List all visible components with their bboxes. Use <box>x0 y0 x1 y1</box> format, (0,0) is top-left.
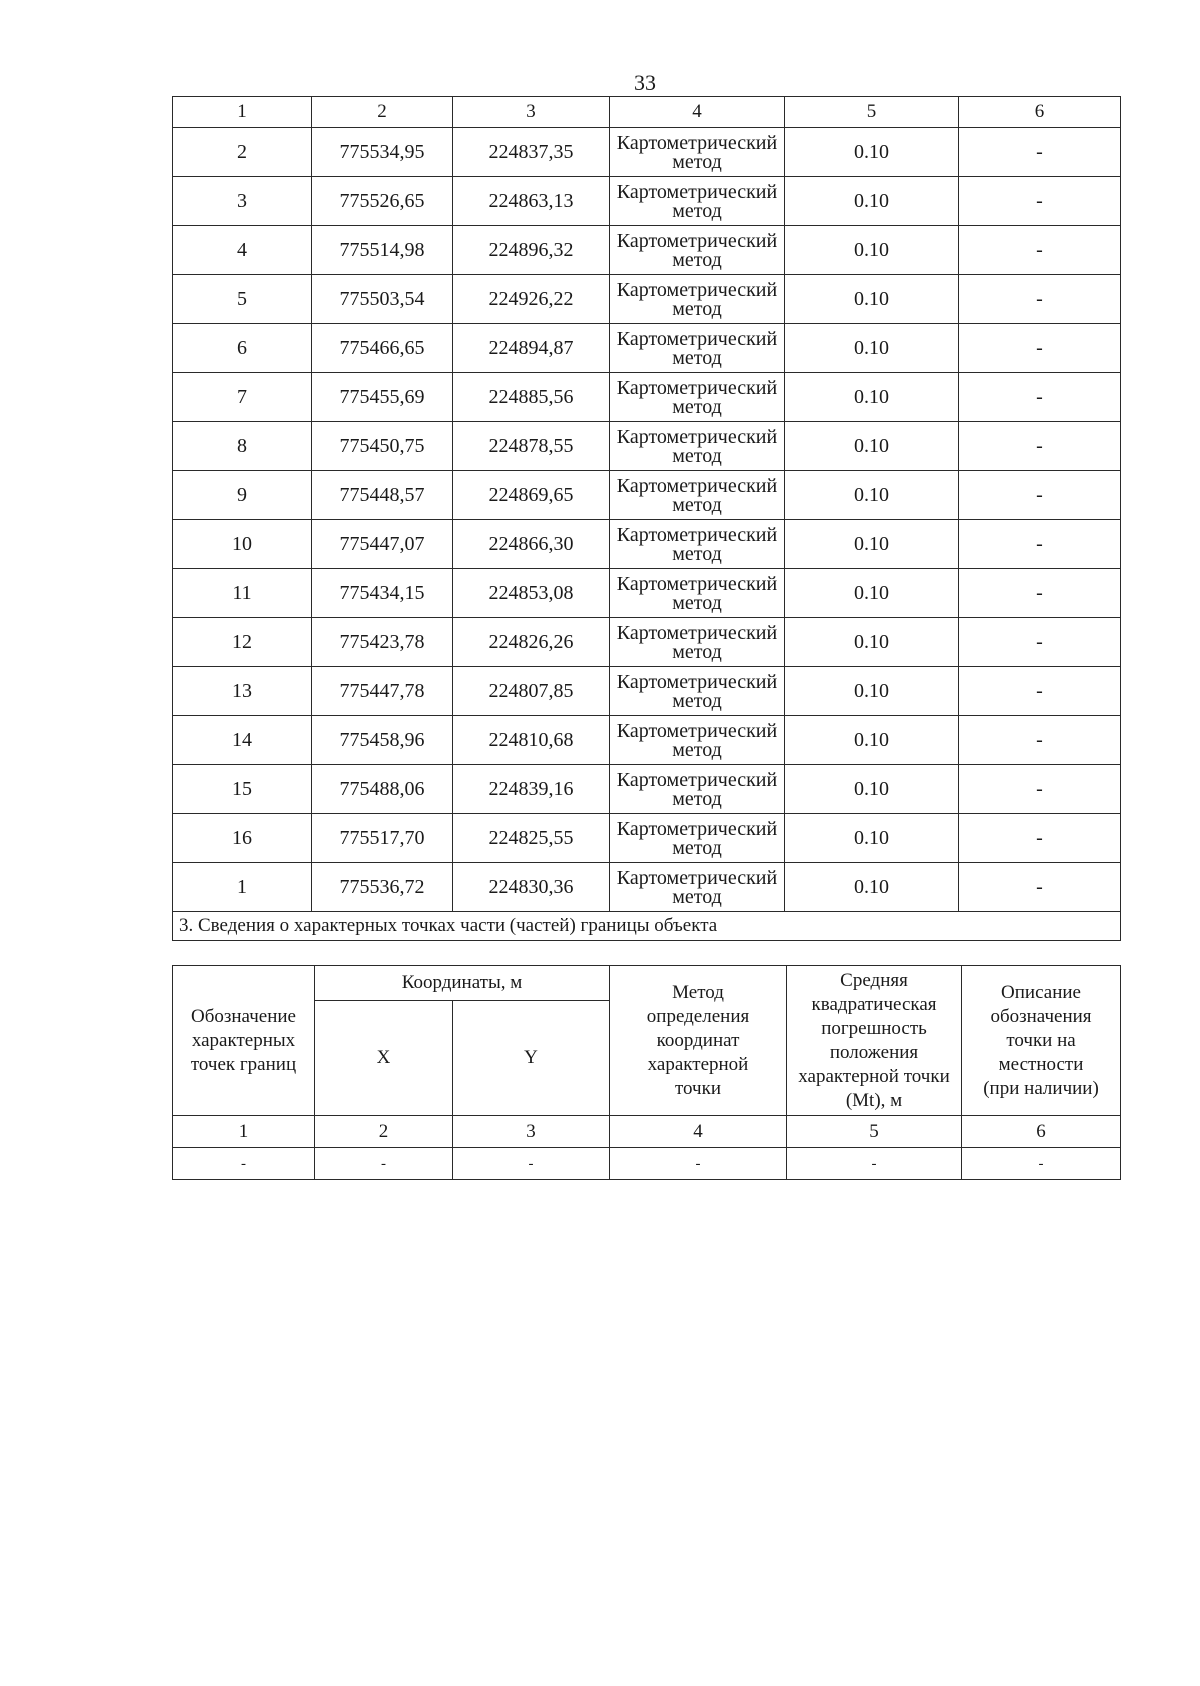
x-coordinate: 775488,06 <box>312 765 453 814</box>
method-cell <box>610 324 785 373</box>
x-coordinate: 775534,95 <box>312 128 453 177</box>
method-text: метод <box>672 346 722 369</box>
y-coordinate: 224863,13 <box>453 177 610 226</box>
description: - <box>959 814 1121 863</box>
point-number: 3 <box>173 177 312 226</box>
header-x: X <box>315 1001 453 1116</box>
method-text: Картометрический <box>616 278 778 301</box>
mean-error: 0.10 <box>785 177 959 226</box>
table-row <box>173 520 1121 569</box>
header-row <box>173 966 1121 1001</box>
x-coordinate: 775448,57 <box>312 471 453 520</box>
description: - <box>959 520 1121 569</box>
method-cell <box>610 422 785 471</box>
header-y: Y <box>453 1001 610 1116</box>
point-number: 15 <box>173 765 312 814</box>
description: - <box>959 422 1121 471</box>
method-text: Картометрический <box>616 670 778 693</box>
page-number: 33 <box>634 70 656 95</box>
method-cell <box>610 863 785 912</box>
description: - <box>959 177 1121 226</box>
method-text: метод <box>672 640 722 663</box>
method-text: Картометрический <box>616 768 778 791</box>
point-number: 9 <box>173 471 312 520</box>
point-number: 16 <box>173 814 312 863</box>
point-number: 6 <box>173 324 312 373</box>
column-number: 3 <box>453 97 610 128</box>
y-coordinate: 224837,35 <box>453 128 610 177</box>
method-text: Картометрический <box>616 572 778 595</box>
column-number: 5 <box>787 1116 962 1148</box>
table-row <box>173 422 1121 471</box>
table-row <box>173 618 1121 667</box>
y-coordinate: 224839,16 <box>453 765 610 814</box>
section-3-title-row <box>173 912 1121 941</box>
point-number: 7 <box>173 373 312 422</box>
empty-cell: - <box>962 1148 1121 1180</box>
method-text: метод <box>672 297 722 320</box>
method-cell <box>610 716 785 765</box>
x-coordinate: 775455,69 <box>312 373 453 422</box>
mean-error: 0.10 <box>785 471 959 520</box>
column-number: 2 <box>312 97 453 128</box>
empty-data-row <box>173 1148 1121 1180</box>
method-text: Картометрический <box>616 866 778 889</box>
mean-error: 0.10 <box>785 618 959 667</box>
column-number: 1 <box>173 1116 315 1148</box>
method-cell <box>610 177 785 226</box>
y-coordinate: 224885,56 <box>453 373 610 422</box>
column-number: 6 <box>962 1116 1121 1148</box>
method-text: Картометрический <box>616 327 778 350</box>
description: - <box>959 765 1121 814</box>
empty-cell: - <box>173 1148 315 1180</box>
mean-error: 0.10 <box>785 226 959 275</box>
method-text: Картометрический <box>616 621 778 644</box>
description: - <box>959 569 1121 618</box>
column-number: 4 <box>610 97 785 128</box>
point-number: 11 <box>173 569 312 618</box>
x-coordinate: 775434,15 <box>312 569 453 618</box>
point-number: 10 <box>173 520 312 569</box>
y-coordinate: 224926,22 <box>453 275 610 324</box>
point-number: 12 <box>173 618 312 667</box>
mean-error: 0.10 <box>785 373 959 422</box>
mean-error: 0.10 <box>785 324 959 373</box>
description: - <box>959 863 1121 912</box>
mean-error: 0.10 <box>785 716 959 765</box>
method-cell <box>610 373 785 422</box>
mean-error: 0.10 <box>785 765 959 814</box>
method-cell <box>610 520 785 569</box>
point-number: 13 <box>173 667 312 716</box>
method-cell <box>610 667 785 716</box>
method-text: метод <box>672 738 722 761</box>
table-row <box>173 765 1121 814</box>
y-coordinate: 224866,30 <box>453 520 610 569</box>
point-number: 4 <box>173 226 312 275</box>
y-coordinate: 224869,65 <box>453 471 610 520</box>
mean-error: 0.10 <box>785 520 959 569</box>
y-coordinate: 224894,87 <box>453 324 610 373</box>
table-row <box>173 128 1121 177</box>
column-number-row <box>173 97 1121 128</box>
y-coordinate: 224853,08 <box>453 569 610 618</box>
y-coordinate: 224826,26 <box>453 618 610 667</box>
y-coordinate: 224896,32 <box>453 226 610 275</box>
method-text: Картометрический <box>616 376 778 399</box>
x-coordinate: 775536,72 <box>312 863 453 912</box>
method-text: метод <box>672 493 722 516</box>
column-number: 4 <box>610 1116 787 1148</box>
mean-error: 0.10 <box>785 569 959 618</box>
method-text: метод <box>672 199 722 222</box>
method-cell <box>610 128 785 177</box>
header-method: Метод определения координат характерной точки <box>610 966 787 1116</box>
method-cell <box>610 226 785 275</box>
empty-cell: - <box>787 1148 962 1180</box>
header-mean-error: Средняя квадратическая погрешность положения характерной точки (Mt), м <box>787 966 962 1116</box>
column-number: 5 <box>785 97 959 128</box>
description: - <box>959 324 1121 373</box>
table-row <box>173 716 1121 765</box>
column-number: 2 <box>315 1116 453 1148</box>
method-text: Картометрический <box>616 425 778 448</box>
description: - <box>959 275 1121 324</box>
method-text: Картометрический <box>616 229 778 252</box>
column-number: 1 <box>173 97 312 128</box>
x-coordinate: 775447,78 <box>312 667 453 716</box>
y-coordinate: 224807,85 <box>453 667 610 716</box>
section-3-title: 3. Сведения о характерных точках части (частей) границы объекта <box>173 912 1121 941</box>
x-coordinate: 775423,78 <box>312 618 453 667</box>
point-number: 2 <box>173 128 312 177</box>
point-number: 8 <box>173 422 312 471</box>
table-row <box>173 226 1121 275</box>
table-row <box>173 569 1121 618</box>
description: - <box>959 226 1121 275</box>
empty-cell: - <box>453 1148 610 1180</box>
method-text: метод <box>672 591 722 614</box>
x-coordinate: 775450,75 <box>312 422 453 471</box>
description: - <box>959 471 1121 520</box>
x-coordinate: 775447,07 <box>312 520 453 569</box>
x-coordinate: 775466,65 <box>312 324 453 373</box>
method-text: метод <box>672 248 722 271</box>
x-coordinate: 775526,65 <box>312 177 453 226</box>
point-number: 5 <box>173 275 312 324</box>
description: - <box>959 618 1121 667</box>
part-boundary-points-table <box>172 965 1121 1180</box>
header-designation: Обозначение характерных точек границ <box>173 966 315 1116</box>
method-text: метод <box>672 689 722 712</box>
empty-cell: - <box>315 1148 453 1180</box>
method-text: Картометрический <box>616 474 778 497</box>
table-row <box>173 471 1121 520</box>
y-coordinate: 224830,36 <box>453 863 610 912</box>
description: - <box>959 373 1121 422</box>
column-number: 6 <box>959 97 1121 128</box>
x-coordinate: 775503,54 <box>312 275 453 324</box>
x-coordinate: 775458,96 <box>312 716 453 765</box>
method-cell <box>610 569 785 618</box>
empty-cell: - <box>610 1148 787 1180</box>
method-text: метод <box>672 395 722 418</box>
description: - <box>959 667 1121 716</box>
x-coordinate: 775514,98 <box>312 226 453 275</box>
table-row <box>173 275 1121 324</box>
boundary-points-table <box>172 96 1121 941</box>
mean-error: 0.10 <box>785 667 959 716</box>
method-cell <box>610 618 785 667</box>
header-description: Описание обозначения точки на местности (при наличии) <box>962 966 1121 1116</box>
method-text: метод <box>672 542 722 565</box>
table-row <box>173 667 1121 716</box>
method-cell <box>610 471 785 520</box>
table-row <box>173 814 1121 863</box>
method-text: метод <box>672 444 722 467</box>
table-row <box>173 373 1121 422</box>
method-cell <box>610 765 785 814</box>
y-coordinate: 224810,68 <box>453 716 610 765</box>
x-coordinate: 775517,70 <box>312 814 453 863</box>
y-coordinate: 224825,55 <box>453 814 610 863</box>
method-cell <box>610 275 785 324</box>
table-row <box>173 177 1121 226</box>
method-text: Картометрический <box>616 131 778 154</box>
mean-error: 0.10 <box>785 863 959 912</box>
table-row <box>173 863 1121 912</box>
mean-error: 0.10 <box>785 814 959 863</box>
point-number: 14 <box>173 716 312 765</box>
table-row <box>173 324 1121 373</box>
method-text: Картометрический <box>616 180 778 203</box>
method-text: метод <box>672 150 722 173</box>
mean-error: 0.10 <box>785 422 959 471</box>
method-text: Картометрический <box>616 817 778 840</box>
method-text: Картометрический <box>616 523 778 546</box>
method-text: метод <box>672 787 722 810</box>
method-cell <box>610 814 785 863</box>
y-coordinate: 224878,55 <box>453 422 610 471</box>
mean-error: 0.10 <box>785 275 959 324</box>
header-coordinates: Координаты, м <box>315 966 610 1001</box>
method-text: метод <box>672 885 722 908</box>
description: - <box>959 128 1121 177</box>
mean-error: 0.10 <box>785 128 959 177</box>
point-number: 1 <box>173 863 312 912</box>
column-number: 3 <box>453 1116 610 1148</box>
method-text: Картометрический <box>616 719 778 742</box>
method-text: метод <box>672 836 722 859</box>
description: - <box>959 716 1121 765</box>
column-number-row <box>173 1116 1121 1148</box>
